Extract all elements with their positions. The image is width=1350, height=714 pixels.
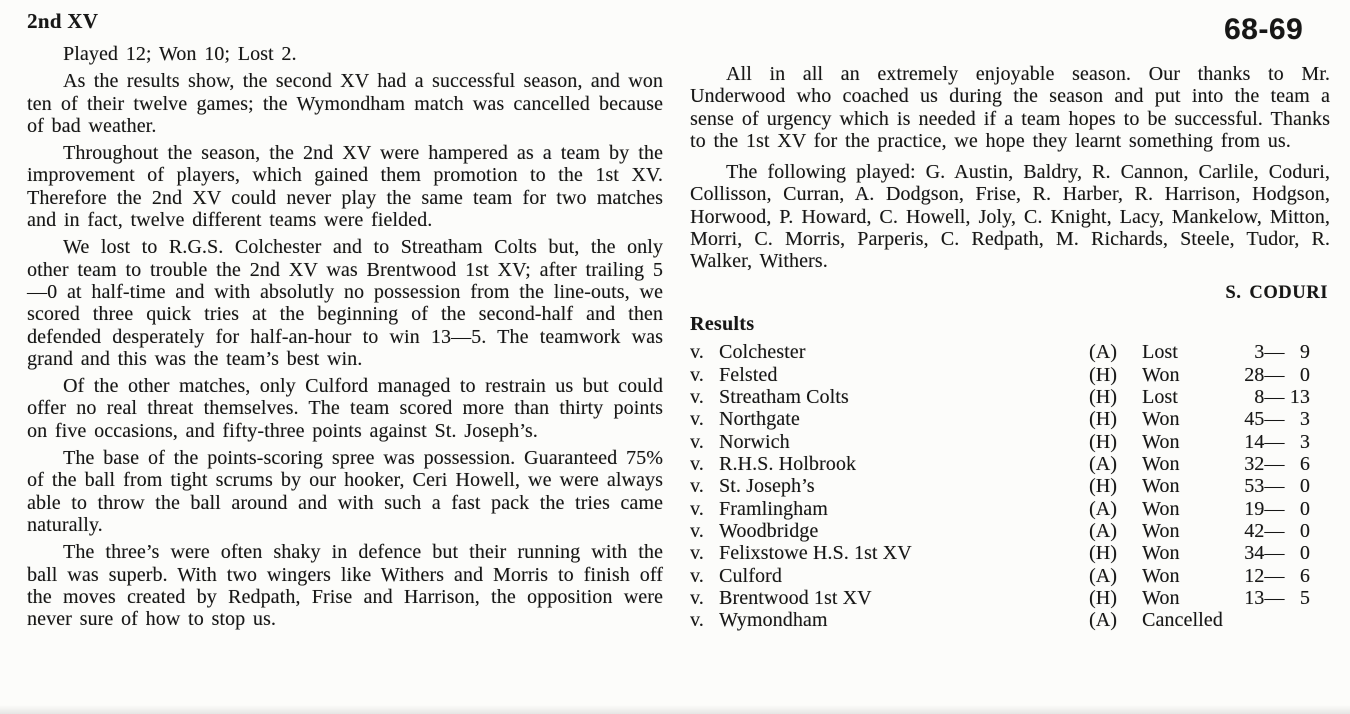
match-row [690,453,1330,475]
section-heading: 2nd XV [27,9,99,33]
match-venue: (A) [1089,497,1118,520]
score-dash: — [1264,542,1285,565]
match-outcome: Won [1142,564,1180,587]
match-score [1234,386,1310,408]
match-venue: (H) [1089,587,1118,610]
match-outcome: Won [1142,430,1180,453]
match-score [1234,341,1310,363]
results-heading: Results [690,312,755,335]
match-opponent: Streatham Colts [719,385,849,408]
match-outcome: Won [1142,542,1180,565]
score-dash: — [1264,341,1285,364]
score-dash: — [1264,497,1285,520]
score-against: 9 [1299,341,1310,364]
versus-label: v. [690,475,704,498]
match-venue: (A) [1089,452,1118,475]
match-venue: (A) [1089,564,1118,587]
match-opponent: Brentwood 1st XV [719,587,872,610]
match-venue: (H) [1089,430,1118,453]
score-for: 42 [1244,520,1265,543]
score-against: 13 [1289,385,1310,408]
score-dash: — [1264,385,1285,408]
match-outcome: Won [1142,520,1180,543]
match-score [1234,475,1310,497]
match-opponent: R.H.S. Holbrook [719,452,857,475]
match-score [1234,565,1310,587]
match-outcome: Lost [1142,385,1178,408]
versus-label: v. [690,587,704,610]
score-dash: — [1264,430,1285,453]
score-dash: — [1264,408,1285,431]
versus-label: v. [690,385,704,408]
score-against: 0 [1299,542,1310,565]
match-row [690,609,1330,631]
left-column [27,43,663,635]
paragraph-record: Played 12; Won 10; Lost 2. [63,43,297,65]
match-row [690,475,1330,497]
score-for: 45 [1244,408,1265,431]
match-score [1234,453,1310,475]
score-for [1234,609,1265,631]
match-venue: (A) [1089,520,1118,543]
score-against: 5 [1299,587,1310,610]
score-for: 53 [1244,475,1265,498]
match-row [690,565,1330,587]
score-dash: — [1264,363,1285,386]
paragraph-threes: The three’s were often shaky in defence but their running with the ball was superb. With two wingers like Withers and Morris to finish off the moves created by Redpath, Frise and Harrison, the opposition were never sure of how to stop us. [27,541,663,631]
versus-label: v. [690,341,704,364]
score-for: 32 [1244,452,1265,475]
score-against: 6 [1299,452,1310,475]
score-for: 8 [1254,385,1265,408]
match-opponent: Wymondham [719,609,828,632]
right-column [690,63,1330,632]
match-venue: (H) [1089,363,1118,386]
match-row [690,431,1330,453]
match-score [1234,587,1310,609]
match-score [1234,542,1310,564]
score-against [1265,609,1291,631]
match-venue: (A) [1089,341,1118,364]
score-for: 19 [1244,497,1265,520]
versus-label: v. [690,609,704,632]
score-against: 0 [1299,520,1310,543]
match-venue: (H) [1089,385,1118,408]
versus-label: v. [690,430,704,453]
paragraph-possession: The base of the points-scoring spree was possession. Guaranteed 75% of the ball from tight scrums by our hooker, Ceri Howell, we were always able to throw the ball around and with such a fast pack the tries came naturally. [27,447,663,536]
results-table [690,341,1330,631]
match-row [690,542,1330,564]
match-score [1234,408,1310,430]
score-for: 34 [1244,542,1265,565]
score-against: 3 [1299,430,1310,453]
match-opponent: Colchester [719,341,806,364]
versus-label: v. [690,452,704,475]
versus-label: v. [690,497,704,520]
score-against: 3 [1299,408,1310,431]
match-outcome: Won [1142,363,1180,386]
match-score [1234,520,1310,542]
paragraph-thanks: All in all an extremely enjoyable season. Our thanks to Mr. Underwood who coached us during the season and put into the team a sense of urgency which is needed if a team hopes to be successful. Thanks to the 1st XV for the practice, we hope they learnt something from us. [690,63,1330,152]
match-row [690,364,1330,386]
match-opponent: Felsted [719,363,778,386]
author-signature: S. CODURI [1225,282,1328,303]
match-outcome: Won [1142,497,1180,520]
score-for: 12 [1244,564,1265,587]
match-row [690,408,1330,430]
match-venue: (A) [1089,609,1118,632]
paragraph-season-summary: As the results show, the second XV had a successful season, and won ten of their twelve games; the Wymondham match was cancelled because of bad weather. [27,70,663,137]
score-dash: — [1264,587,1285,610]
score-against: 6 [1299,564,1310,587]
paragraph-other-matches: Of the other matches, only Culford managed to restrain us but could offer no real threat themselves. The team scored more than thirty points on five occasions, and fifty-three points against St. Joseph’s. [27,375,663,442]
match-opponent: St. Joseph’s [719,475,815,498]
match-score [1234,498,1310,520]
paragraph-hampered: Throughout the season, the 2nd XV were hampered as a team by the improvement of players, which gained them promotion to the 1st XV. Therefore the 2nd XV could never play the same team for two matches and in fact, twelve different teams were fielded. [27,142,663,232]
score-against: 0 [1299,497,1310,520]
match-opponent: Culford [719,564,782,587]
paragraph-players-list: The following played: G. Austin, Baldry, R. Cannon, Carlile, Coduri, Collisson, Curran, A. Dodgson, Frise, R. Harber, R. Harrison, Hodgson, Horwood, P. Howard, C. Howell, Joly, C. Knight, Lacy, Mankelow, Mitton, Morri, C. Morris, Parperis, C. Redpath, M. Richards, Steele, Tudor, R. Walker, Withers. [690,161,1330,273]
match-score [1234,609,1310,631]
match-score [1234,364,1310,386]
match-opponent: Framlingham [719,497,828,520]
versus-label: v. [690,542,704,565]
score-against: 0 [1299,475,1310,498]
score-for: 3 [1254,341,1265,364]
match-row [690,498,1330,520]
versus-label: v. [690,363,704,386]
score-for: 13 [1244,587,1265,610]
match-outcome: Cancelled [1142,609,1223,632]
score-dash: — [1264,520,1285,543]
match-outcome: Won [1142,408,1180,431]
page-number: 68-69 [1224,13,1304,46]
versus-label: v. [690,408,704,431]
match-row [690,520,1330,542]
match-opponent: Woodbridge [719,520,819,543]
score-dash: — [1264,475,1285,498]
score-dash: — [1264,452,1285,475]
match-outcome: Won [1142,452,1180,475]
match-score [1234,431,1310,453]
match-row [690,341,1330,363]
match-row [690,386,1330,408]
match-venue: (H) [1089,475,1118,498]
match-outcome: Won [1142,475,1180,498]
match-opponent: Felixstowe H.S. 1st XV [719,542,912,565]
match-venue: (H) [1089,542,1118,565]
score-for: 28 [1244,363,1265,386]
match-opponent: Northgate [719,408,800,431]
score-dash: — [1264,564,1285,587]
match-outcome: Lost [1142,341,1178,364]
paragraph-losses: We lost to R.G.S. Colchester and to Streatham Colts but, the only other team to trouble the 2nd XV was Brentwood 1st XV; after trailing 5—0 at half-time and with absolutly no possession from the line-outs, we scored three quick tries at the beginning of the second-half and then defended desperately for half-an-hour to win 13—5. The teamwork was grand and this was the team’s best win. [27,236,663,370]
match-venue: (H) [1089,408,1118,431]
match-outcome: Won [1142,587,1180,610]
match-row [690,587,1330,609]
score-for: 14 [1244,430,1265,453]
versus-label: v. [690,520,704,543]
versus-label: v. [690,564,704,587]
score-against: 0 [1299,363,1310,386]
match-opponent: Norwich [719,430,790,453]
